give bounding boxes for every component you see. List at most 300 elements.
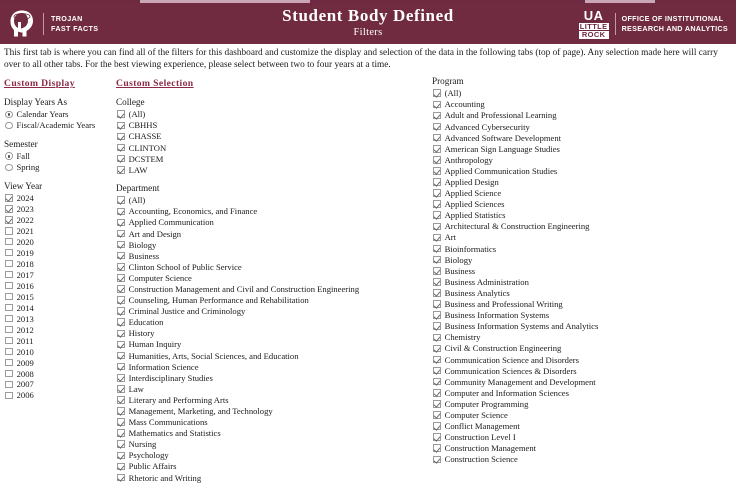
checkbox-checked-icon[interactable]: [433, 345, 441, 353]
option-label: Architectural & Construction Engineering: [444, 221, 590, 232]
checkbox-option-row[interactable]: [4, 357, 116, 367]
checkbox-unchecked-icon[interactable]: [5, 304, 13, 312]
checkbox-unchecked-icon[interactable]: [5, 271, 13, 279]
option-label: Bioinformatics: [444, 243, 497, 254]
checkbox-option-row[interactable]: [432, 266, 732, 277]
checkbox-option-row[interactable]: [432, 443, 732, 454]
option-label: Biology: [128, 239, 157, 250]
checkbox-checked-icon[interactable]: [117, 440, 125, 448]
option-label: (All): [444, 88, 462, 99]
checkbox-option-row[interactable]: [4, 247, 116, 257]
custom-display-column: [4, 73, 116, 401]
checkbox-option-row[interactable]: [432, 399, 732, 410]
checkbox-checked-icon[interactable]: [433, 311, 441, 319]
option-label: Construction Management and Civil and Construction Engineering: [128, 283, 360, 294]
option-label: (All): [128, 195, 146, 206]
checkbox-checked-icon[interactable]: [433, 400, 441, 408]
checkbox-option-row[interactable]: [4, 313, 116, 323]
checkbox-checked-icon[interactable]: [117, 307, 125, 315]
option-label: Business: [128, 250, 160, 261]
checkbox-checked-icon[interactable]: [433, 134, 441, 142]
college-label: College: [116, 97, 145, 107]
option-label: Education: [128, 317, 164, 328]
option-label: Computer Science: [444, 409, 508, 420]
checkbox-checked-icon[interactable]: [117, 407, 125, 415]
checkbox-option-row[interactable]: [4, 269, 116, 279]
checkbox-checked-icon[interactable]: [433, 101, 441, 109]
option-label: 2011: [16, 335, 34, 346]
checkbox-unchecked-icon[interactable]: [5, 326, 13, 334]
checkbox-option-row[interactable]: [116, 284, 432, 295]
checkbox-checked-icon[interactable]: [117, 341, 125, 349]
checkbox-option-row[interactable]: [4, 368, 116, 378]
checkbox-checked-icon[interactable]: [433, 378, 441, 386]
checkbox-checked-icon[interactable]: [117, 155, 125, 163]
checkbox-checked-icon[interactable]: [433, 123, 441, 131]
radio-option-row[interactable]: [4, 162, 116, 173]
checkbox-option-row[interactable]: [116, 328, 432, 339]
checkbox-option-row[interactable]: [432, 199, 732, 210]
option-label: Criminal Justice and Criminology: [128, 306, 246, 317]
checkbox-checked-icon[interactable]: [433, 200, 441, 208]
checkbox-checked-icon[interactable]: [117, 374, 125, 382]
option-label: Public Affairs: [128, 461, 177, 472]
option-label: Nursing: [128, 439, 157, 450]
checkbox-checked-icon[interactable]: [433, 89, 441, 97]
checkbox-option-row[interactable]: [432, 243, 732, 254]
option-label: 2019: [16, 247, 34, 258]
option-label: Counseling, Human Performance and Rehabilitation: [128, 295, 309, 306]
checkbox-unchecked-icon[interactable]: [5, 293, 13, 301]
option-label: 2021: [16, 225, 34, 236]
option-label: DCSTEM: [128, 153, 164, 164]
little-text: LITTLE: [579, 21, 608, 31]
option-label: 2008: [16, 368, 34, 379]
checkbox-option-row[interactable]: [116, 262, 432, 273]
checkbox-checked-icon[interactable]: [433, 189, 441, 197]
checkbox-option-row[interactable]: [4, 215, 116, 225]
checkbox-option-row[interactable]: [432, 110, 732, 121]
checkbox-option-row[interactable]: [116, 153, 432, 164]
radio-unchecked-icon[interactable]: [5, 122, 13, 130]
checkbox-checked-icon[interactable]: [433, 300, 441, 308]
option-label: 2022: [16, 214, 34, 225]
checkbox-checked-icon[interactable]: [117, 452, 125, 460]
checkbox-checked-icon[interactable]: [117, 196, 125, 204]
checkbox-option-row[interactable]: [116, 472, 432, 483]
checkbox-checked-icon[interactable]: [433, 234, 441, 242]
option-label: Communication Science and Disorders: [444, 354, 579, 365]
checkbox-option-row[interactable]: [432, 288, 732, 299]
option-label: Rhetoric and Writing: [128, 472, 202, 483]
ua-text: UA: [583, 7, 604, 23]
checkbox-checked-icon[interactable]: [117, 429, 125, 437]
checkbox-unchecked-icon[interactable]: [5, 359, 13, 367]
checkbox-option-row[interactable]: [116, 250, 432, 261]
option-label: Information Science: [128, 361, 199, 372]
checkbox-option-row[interactable]: [116, 428, 432, 439]
option-label: Business and Professional Writing: [444, 299, 563, 310]
checkbox-checked-icon[interactable]: [117, 385, 125, 393]
option-label: Construction Management: [444, 443, 537, 454]
checkbox-checked-icon[interactable]: [117, 219, 125, 227]
checkbox-option-row[interactable]: [116, 306, 432, 317]
brand-line-2: FAST FACTS: [51, 23, 99, 33]
checkbox-option-row[interactable]: [432, 365, 732, 376]
checkbox-unchecked-icon[interactable]: [5, 249, 13, 257]
page-subtitle: Filters: [353, 27, 383, 38]
brand-divider-right: [615, 13, 616, 35]
program-label: Program: [432, 76, 464, 86]
option-label: Accounting, Economics, and Finance: [128, 206, 258, 217]
option-label: Computer Programming: [444, 398, 529, 409]
checkbox-option-row[interactable]: [116, 439, 432, 450]
checkbox-option-row[interactable]: [432, 299, 732, 310]
checkbox-checked-icon[interactable]: [5, 194, 13, 202]
option-label: Conflict Management: [444, 421, 520, 432]
checkbox-option-row[interactable]: [432, 232, 732, 243]
option-label: Interdisciplinary Studies: [128, 372, 213, 383]
option-label: Construction Science: [444, 454, 518, 465]
option-label: Biology: [444, 254, 473, 265]
checkbox-checked-icon[interactable]: [433, 267, 441, 275]
option-label: 2020: [16, 236, 34, 247]
option-label: Chemistry: [444, 332, 481, 343]
checkbox-checked-icon[interactable]: [117, 263, 125, 271]
checkbox-unchecked-icon[interactable]: [5, 282, 13, 290]
checkbox-option-row[interactable]: [116, 450, 432, 461]
option-label: Calendar Years: [16, 109, 69, 120]
checkbox-option-row[interactable]: [116, 350, 432, 361]
option-label: 2012: [16, 324, 34, 335]
checkbox-option-row[interactable]: [116, 417, 432, 428]
checkbox-checked-icon[interactable]: [117, 208, 125, 216]
option-label: Management, Marketing, and Technology: [128, 406, 273, 416]
checkbox-option-row[interactable]: [4, 226, 116, 236]
checkbox-checked-icon[interactable]: [117, 330, 125, 338]
checkbox-option-row[interactable]: [432, 354, 732, 365]
checkbox-option-row[interactable]: [4, 291, 116, 301]
checkbox-unchecked-icon[interactable]: [5, 392, 13, 400]
checkbox-option-row[interactable]: [432, 155, 732, 166]
brand-divider: [43, 13, 44, 35]
checkbox-option-row[interactable]: [116, 273, 432, 284]
semester-label: Semester: [4, 138, 38, 149]
checkbox-unchecked-icon[interactable]: [5, 238, 13, 246]
college-checkbox-group[interactable]: [116, 109, 432, 175]
checkbox-option-row[interactable]: [432, 376, 732, 387]
checkbox-checked-icon[interactable]: [117, 296, 125, 304]
option-label: Business Analytics: [444, 287, 510, 298]
checkbox-checked-icon[interactable]: [433, 334, 441, 342]
option-label: Applied Sciences: [444, 199, 505, 210]
checkbox-option-row[interactable]: [4, 204, 116, 214]
checkbox-option-row[interactable]: [432, 277, 732, 288]
option-label: CHASSE: [128, 131, 162, 142]
option-label: Communication Sciences & Disorders: [444, 365, 577, 376]
rock-text: ROCK: [579, 31, 609, 39]
view-year-label: View Year: [4, 180, 43, 191]
checkbox-option-row[interactable]: [116, 339, 432, 350]
checkbox-checked-icon[interactable]: [433, 322, 441, 330]
checkbox-option-row[interactable]: [432, 143, 732, 154]
checkbox-option-row[interactable]: [116, 228, 432, 239]
option-label: Mathematics and Statistics: [128, 428, 221, 439]
option-label: 2010: [16, 346, 34, 357]
checkbox-option-row[interactable]: [116, 195, 432, 206]
option-label: 2013: [16, 313, 34, 324]
option-label: Fall: [16, 151, 30, 162]
option-label: Fiscal/Academic Years: [16, 120, 96, 131]
checkbox-option-row[interactable]: [116, 372, 432, 383]
checkbox-checked-icon[interactable]: [433, 422, 441, 430]
option-label: Business Information Systems and Analytics: [444, 321, 599, 332]
oira-line-1: OFFICE OF INSTITUTIONAL: [621, 14, 724, 23]
checkbox-checked-icon[interactable]: [117, 285, 125, 293]
checkbox-option-row[interactable]: [116, 120, 432, 131]
option-label: 2015: [16, 291, 34, 302]
brand-line-1: TROJAN: [51, 14, 83, 23]
option-label: LAW: [128, 164, 148, 175]
checkbox-checked-icon[interactable]: [117, 318, 125, 326]
checkbox-option-row[interactable]: [432, 410, 732, 421]
checkbox-checked-icon[interactable]: [117, 122, 125, 130]
option-label: Mass Communications: [128, 417, 208, 428]
checkbox-checked-icon[interactable]: [433, 367, 441, 375]
option-label: Computer and Information Sciences: [444, 387, 569, 398]
radio-option-row[interactable]: [4, 109, 116, 120]
checkbox-checked-icon[interactable]: [117, 252, 125, 260]
checkbox-checked-icon[interactable]: [433, 211, 441, 219]
checkbox-option-row[interactable]: [4, 346, 116, 356]
checkbox-checked-icon[interactable]: [433, 167, 441, 175]
display-years-as-radio-group[interactable]: [4, 109, 116, 131]
option-label: 2014: [16, 302, 34, 313]
program-checkbox-group[interactable]: [432, 88, 732, 465]
option-label: CLINTON: [128, 142, 167, 153]
checkbox-option-row[interactable]: [432, 121, 732, 132]
checkbox-checked-icon[interactable]: [117, 144, 125, 152]
option-label: Psychology: [128, 450, 169, 461]
checkbox-checked-icon[interactable]: [433, 456, 441, 464]
department-checkbox-group[interactable]: [116, 195, 432, 483]
option-label: History: [128, 328, 155, 339]
checkbox-option-row[interactable]: [432, 177, 732, 188]
checkbox-checked-icon[interactable]: [433, 356, 441, 364]
checkbox-option-row[interactable]: [4, 379, 116, 389]
option-label: 2018: [16, 258, 34, 269]
checkbox-checked-icon[interactable]: [117, 463, 125, 471]
option-label: 2023: [16, 203, 34, 214]
option-label: Literary and Performing Arts: [128, 394, 229, 405]
radio-checked-icon[interactable]: [5, 111, 13, 119]
trojan-helmet-icon: [8, 9, 36, 39]
filters-columns: [0, 73, 736, 483]
department-label: Department: [116, 182, 160, 193]
semester-radio-group[interactable]: [4, 151, 116, 173]
checkbox-checked-icon[interactable]: [433, 289, 441, 297]
checkbox-checked-icon[interactable]: [433, 411, 441, 419]
option-label: Applied Design: [444, 177, 499, 187]
trojan-fast-facts-label: [51, 14, 98, 33]
checkbox-option-row[interactable]: [116, 384, 432, 395]
option-label: Clinton School of Public Service: [128, 261, 242, 272]
oira-label: [622, 14, 728, 33]
checkbox-unchecked-icon[interactable]: [5, 260, 13, 268]
checkbox-unchecked-icon[interactable]: [5, 227, 13, 235]
program-column: [432, 73, 732, 465]
checkbox-option-row[interactable]: [116, 142, 432, 153]
checkbox-option-row[interactable]: [432, 221, 732, 232]
option-label: Art: [444, 232, 457, 243]
checkbox-option-row[interactable]: [432, 432, 732, 443]
checkbox-option-row[interactable]: [116, 217, 432, 228]
option-label: 2007: [16, 379, 34, 390]
option-label: 2017: [16, 269, 34, 280]
checkbox-option-row[interactable]: [432, 166, 732, 177]
checkbox-unchecked-icon[interactable]: [5, 315, 13, 323]
option-label: Anthropology: [444, 154, 493, 165]
option-label: 2016: [16, 280, 34, 291]
checkbox-checked-icon[interactable]: [117, 418, 125, 426]
custom-selection-column: [116, 73, 432, 483]
checkbox-checked-icon[interactable]: [117, 396, 125, 404]
radio-checked-icon[interactable]: [5, 152, 13, 160]
option-label: Advanced Cybersecurity: [444, 121, 530, 132]
checkbox-option-row[interactable]: [116, 239, 432, 250]
checkbox-option-row[interactable]: [432, 188, 732, 199]
checkbox-option-row[interactable]: [432, 254, 732, 265]
checkbox-checked-icon[interactable]: [5, 216, 13, 224]
option-label: Humanities, Arts, Social Sciences, and Education: [128, 350, 299, 361]
option-label: Business Administration: [444, 276, 529, 287]
option-label: 2009: [16, 357, 34, 368]
ualr-oira-brand[interactable]: [579, 9, 728, 39]
checkbox-checked-icon[interactable]: [433, 389, 441, 397]
checkbox-checked-icon[interactable]: [433, 433, 441, 441]
checkbox-option-row[interactable]: [116, 295, 432, 306]
checkbox-option-row[interactable]: [116, 395, 432, 406]
checkbox-option-row[interactable]: [4, 193, 116, 203]
radio-option-row[interactable]: [4, 151, 116, 162]
checkbox-unchecked-icon[interactable]: [5, 381, 13, 389]
checkbox-checked-icon[interactable]: [117, 274, 125, 282]
option-label: Applied Communication Studies: [444, 165, 558, 176]
checkbox-unchecked-icon[interactable]: [5, 348, 13, 356]
option-label: Advanced Software Development: [444, 132, 562, 143]
option-label: Spring: [16, 162, 40, 173]
option-label: (All): [128, 109, 146, 120]
checkbox-option-row[interactable]: [432, 388, 732, 399]
option-label: Applied Statistics: [444, 210, 506, 221]
checkbox-option-row[interactable]: [4, 390, 116, 400]
view-year-checkbox-group[interactable]: [4, 193, 116, 401]
dashboard-description: This first tab is where you can find all of the filters for this dashboard and customize the display and selection of the data in the following tabs (top of page). Any selection made here will carry over to all other tabs. For the best viewing experience, please select between two to four years at a time.: [4, 48, 718, 70]
option-label: Human Inquiry: [128, 339, 182, 350]
checkbox-option-row[interactable]: [116, 131, 432, 142]
option-label: CBHHS: [128, 120, 158, 131]
page-header: [0, 3, 736, 44]
checkbox-checked-icon[interactable]: [117, 352, 125, 360]
checkbox-checked-icon[interactable]: [5, 205, 13, 213]
checkbox-option-row[interactable]: [432, 99, 732, 110]
checkbox-checked-icon[interactable]: [433, 278, 441, 286]
checkbox-option-row[interactable]: [4, 324, 116, 334]
checkbox-checked-icon[interactable]: [117, 110, 125, 118]
checkbox-checked-icon[interactable]: [117, 230, 125, 238]
checkbox-unchecked-icon[interactable]: [5, 370, 13, 378]
checkbox-option-row[interactable]: [432, 421, 732, 432]
checkbox-checked-icon[interactable]: [117, 363, 125, 371]
checkbox-option-row[interactable]: [116, 461, 432, 472]
checkbox-checked-icon[interactable]: [433, 444, 441, 452]
checkbox-checked-icon[interactable]: [433, 112, 441, 120]
checkbox-option-row[interactable]: [116, 206, 432, 217]
checkbox-option-row[interactable]: [432, 210, 732, 221]
checkbox-option-row[interactable]: [4, 237, 116, 247]
checkbox-checked-icon[interactable]: [117, 474, 125, 482]
checkbox-checked-icon[interactable]: [433, 256, 441, 264]
option-label: Community Management and Development: [444, 376, 596, 387]
checkbox-checked-icon[interactable]: [433, 245, 441, 253]
custom-display-heading[interactable]: Custom Display: [4, 78, 75, 89]
checkbox-checked-icon[interactable]: [433, 145, 441, 153]
checkbox-option-row[interactable]: [432, 321, 732, 332]
checkbox-option-row[interactable]: [116, 164, 432, 175]
radio-option-row[interactable]: [4, 120, 116, 131]
option-label: Business Information Systems: [444, 310, 550, 321]
option-label: American Sign Language Studies: [444, 143, 560, 154]
oira-line-2: RESEARCH AND ANALYTICS: [621, 23, 728, 33]
option-label: 2006: [16, 390, 34, 401]
option-label: Applied Communication: [128, 217, 214, 228]
trojan-fast-facts-brand[interactable]: [8, 9, 98, 39]
checkbox-option-row[interactable]: [116, 361, 432, 372]
checkbox-option-row[interactable]: [4, 302, 116, 312]
checkbox-checked-icon[interactable]: [117, 133, 125, 141]
custom-selection-heading[interactable]: Custom Selection: [116, 78, 194, 89]
checkbox-checked-icon[interactable]: [433, 156, 441, 164]
checkbox-option-row[interactable]: [432, 454, 732, 465]
checkbox-option-row[interactable]: [4, 258, 116, 268]
option-label: Art and Design: [128, 228, 182, 239]
checkbox-option-row[interactable]: [432, 310, 732, 321]
checkbox-option-row[interactable]: [4, 280, 116, 290]
checkbox-option-row[interactable]: [116, 406, 432, 417]
option-label: Construction Level I: [444, 432, 516, 443]
checkbox-option-row[interactable]: [116, 109, 432, 120]
checkbox-checked-icon[interactable]: [433, 178, 441, 186]
checkbox-option-row[interactable]: [432, 332, 732, 343]
option-label: Law: [128, 383, 144, 394]
checkbox-option-row[interactable]: [432, 132, 732, 143]
checkbox-option-row[interactable]: [432, 88, 732, 99]
checkbox-checked-icon[interactable]: [117, 166, 125, 174]
option-label: Applied Science: [444, 188, 502, 199]
ua-little-rock-logo-icon: [579, 9, 609, 39]
option-label: 2024: [16, 192, 34, 203]
checkbox-unchecked-icon[interactable]: [5, 337, 13, 345]
display-years-as-label: Display Years As: [4, 97, 68, 107]
checkbox-checked-icon[interactable]: [433, 223, 441, 231]
checkbox-checked-icon[interactable]: [117, 241, 125, 249]
option-label: Computer Science: [128, 272, 192, 283]
radio-unchecked-icon[interactable]: [5, 164, 13, 172]
option-label: Adult and Professional Learning: [444, 110, 557, 121]
checkbox-option-row[interactable]: [4, 335, 116, 345]
checkbox-option-row[interactable]: [432, 343, 732, 354]
checkbox-option-row[interactable]: [116, 317, 432, 328]
